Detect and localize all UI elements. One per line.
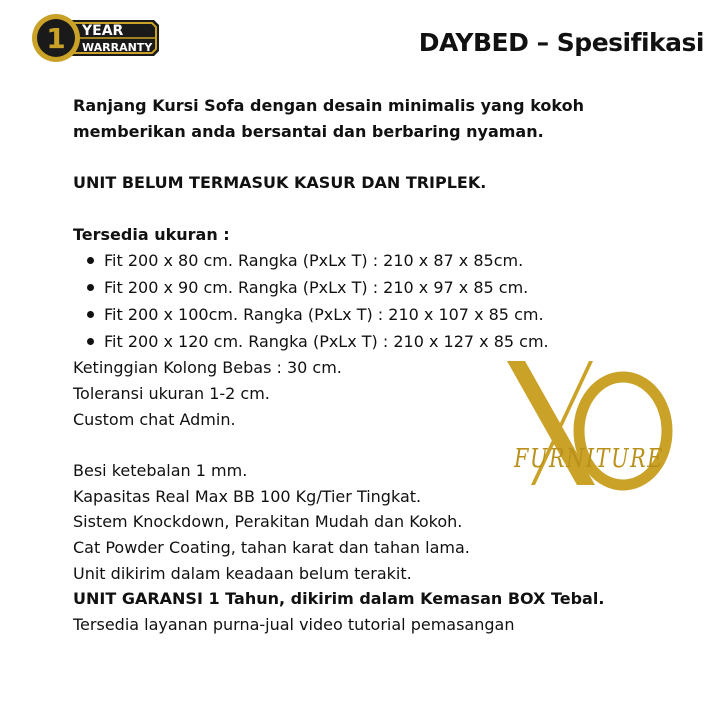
warranty-word-text: WARRANTY xyxy=(82,41,153,54)
warranty-year-text: YEAR xyxy=(82,23,124,39)
spec-coating: Cat Powder Coating, tahan karat dan tahan lama. xyxy=(73,537,470,557)
warranty-badge xyxy=(31,13,161,63)
size-item: Fit 200 x 100cm. Rangka (PxLx T) : 210 x 107 x 85 cm. xyxy=(87,301,693,328)
spec-knockdown: Sistem Knockdown, Perakitan Mudah dan Kokoh. xyxy=(73,512,463,532)
spec-thickness: Besi ketebalan 1 mm. xyxy=(73,461,248,481)
detail-tolerance: Toleransi ukuran 1-2 cm. xyxy=(73,383,270,403)
service-line: Tersedia layanan purna-jual video tutorial pemasangan xyxy=(73,614,515,634)
detail-custom: Custom chat Admin. xyxy=(73,409,236,429)
logo-wordmark: FURNITURE xyxy=(513,444,664,474)
size-item: Fit 200 x 120 cm. Rangka (PxLx T) : 210 x 127 x 85 cm. xyxy=(87,328,693,355)
size-item: Fit 200 x 80 cm. Rangka (PxLx T) : 210 x 87 x 85cm. xyxy=(87,247,693,274)
sizes-heading: Tersedia ukuran : xyxy=(73,224,230,244)
spec-shipping: Unit dikirim dalam keadaan belum terakit. xyxy=(73,563,412,583)
warranty-number: 1 xyxy=(46,22,66,55)
page-title: DAYBED – Spesifikasi xyxy=(418,28,704,57)
sizes-list xyxy=(73,247,693,355)
spec-capacity: Kapasitas Real Max BB 100 Kg/Tier Tingkat. xyxy=(73,486,422,506)
warranty-line: UNIT GARANSI 1 Tahun, dikirim dalam Kemasan BOX Tebal. xyxy=(73,589,605,609)
detail-clearance: Ketinggian Kolong Bebas : 30 cm. xyxy=(73,358,342,378)
size-item: Fit 200 x 90 cm. Rangka (PxLx T) : 210 x 97 x 85 cm. xyxy=(87,274,693,301)
intro-line-1: Ranjang Kursi Sofa dengan desain minimalis yang kokoh xyxy=(73,96,584,115)
xo-furniture-logo xyxy=(503,357,675,497)
intro-line-2: memberikan anda bersantai dan berbaring nyaman. xyxy=(73,121,544,141)
notice-text: UNIT BELUM TERMASUK KASUR DAN TRIPLEK. xyxy=(73,173,487,193)
